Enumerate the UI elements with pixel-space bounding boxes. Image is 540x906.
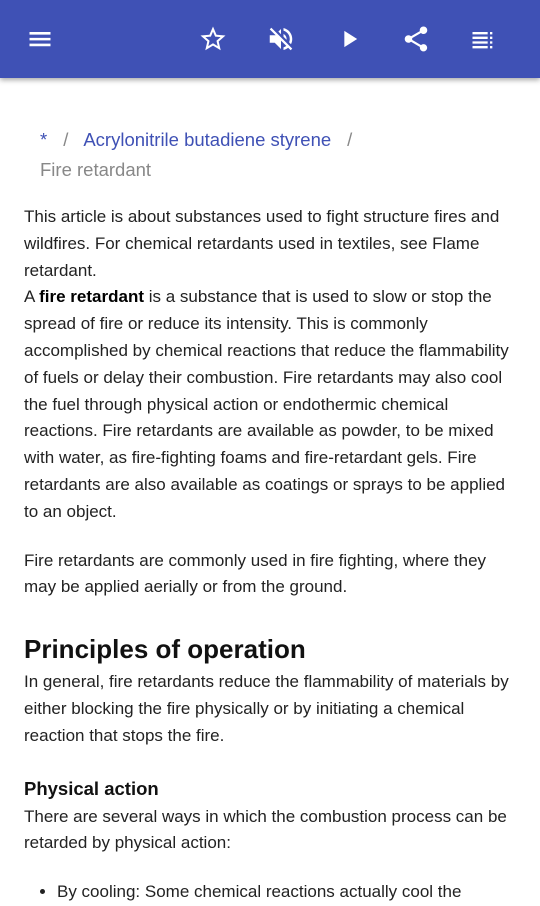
toc-icon [469, 25, 497, 53]
paragraph-usage: Fire retardants are commonly used in fire fighting, where they may be applied aerially or from the ground. [24, 550, 487, 597]
list-item: • By cooling: Some chemical reactions actually cool the [57, 879, 520, 906]
share-button[interactable] [396, 19, 436, 59]
hatnote: This article is about substances used to fight structure fires and wildfires. For chemical retardants used in textiles, see Flame retardant. [24, 207, 500, 280]
section-heading: Principles of operation [24, 634, 306, 665]
article-content [24, 78, 520, 906]
breadcrumb-current: Fire retardant [40, 159, 152, 180]
top-toolbar [0, 0, 540, 78]
breadcrumb-separator: / [347, 129, 353, 150]
mute-icon [266, 24, 296, 54]
play-button[interactable] [329, 19, 369, 59]
menu-icon [26, 25, 54, 53]
breadcrumb [24, 125, 520, 185]
table-of-contents-button[interactable] [463, 19, 503, 59]
section-paragraph: In general, fire retardants reduce the flammability of materials by either blocking the fire physically or by initiating a chemical reaction that stops the fire. [24, 672, 509, 745]
star-icon [198, 24, 228, 54]
breadcrumb-separator: / [63, 129, 69, 150]
intro-term: fire retardant [39, 287, 144, 307]
menu-button[interactable] [20, 19, 60, 59]
intro-text: is a substance that is used to slow or stop the spread of fire or reduce its intensity. This is commonly accomplished by chemical reactions that reduce the flammability of fuels or delay their combustion. Fire retardants may also cool the fuel through physical action or endothermic chemical reactions. Fire retardants are available as powder, to be mixed with water, as fire-fighting foams and fire-retardant gels. Fire retardants are also available as coatings or sprays to be applied to an object. [24, 287, 509, 521]
bullet-list [24, 879, 520, 906]
intro-prefix: A [24, 287, 40, 307]
subsection-heading: Physical action [24, 777, 159, 799]
subsection-paragraph: There are several ways in which the combustion process can be retarded by physical action: [24, 806, 507, 853]
play-icon [335, 25, 363, 53]
intro-paragraph [24, 284, 520, 525]
share-icon [401, 24, 431, 54]
breadcrumb-root-link[interactable]: * [40, 129, 48, 150]
bookmark-button[interactable] [193, 19, 233, 59]
mute-button[interactable] [261, 19, 301, 59]
breadcrumb-parent-link[interactable]: Acrylonitrile butadiene styrene [83, 129, 332, 150]
